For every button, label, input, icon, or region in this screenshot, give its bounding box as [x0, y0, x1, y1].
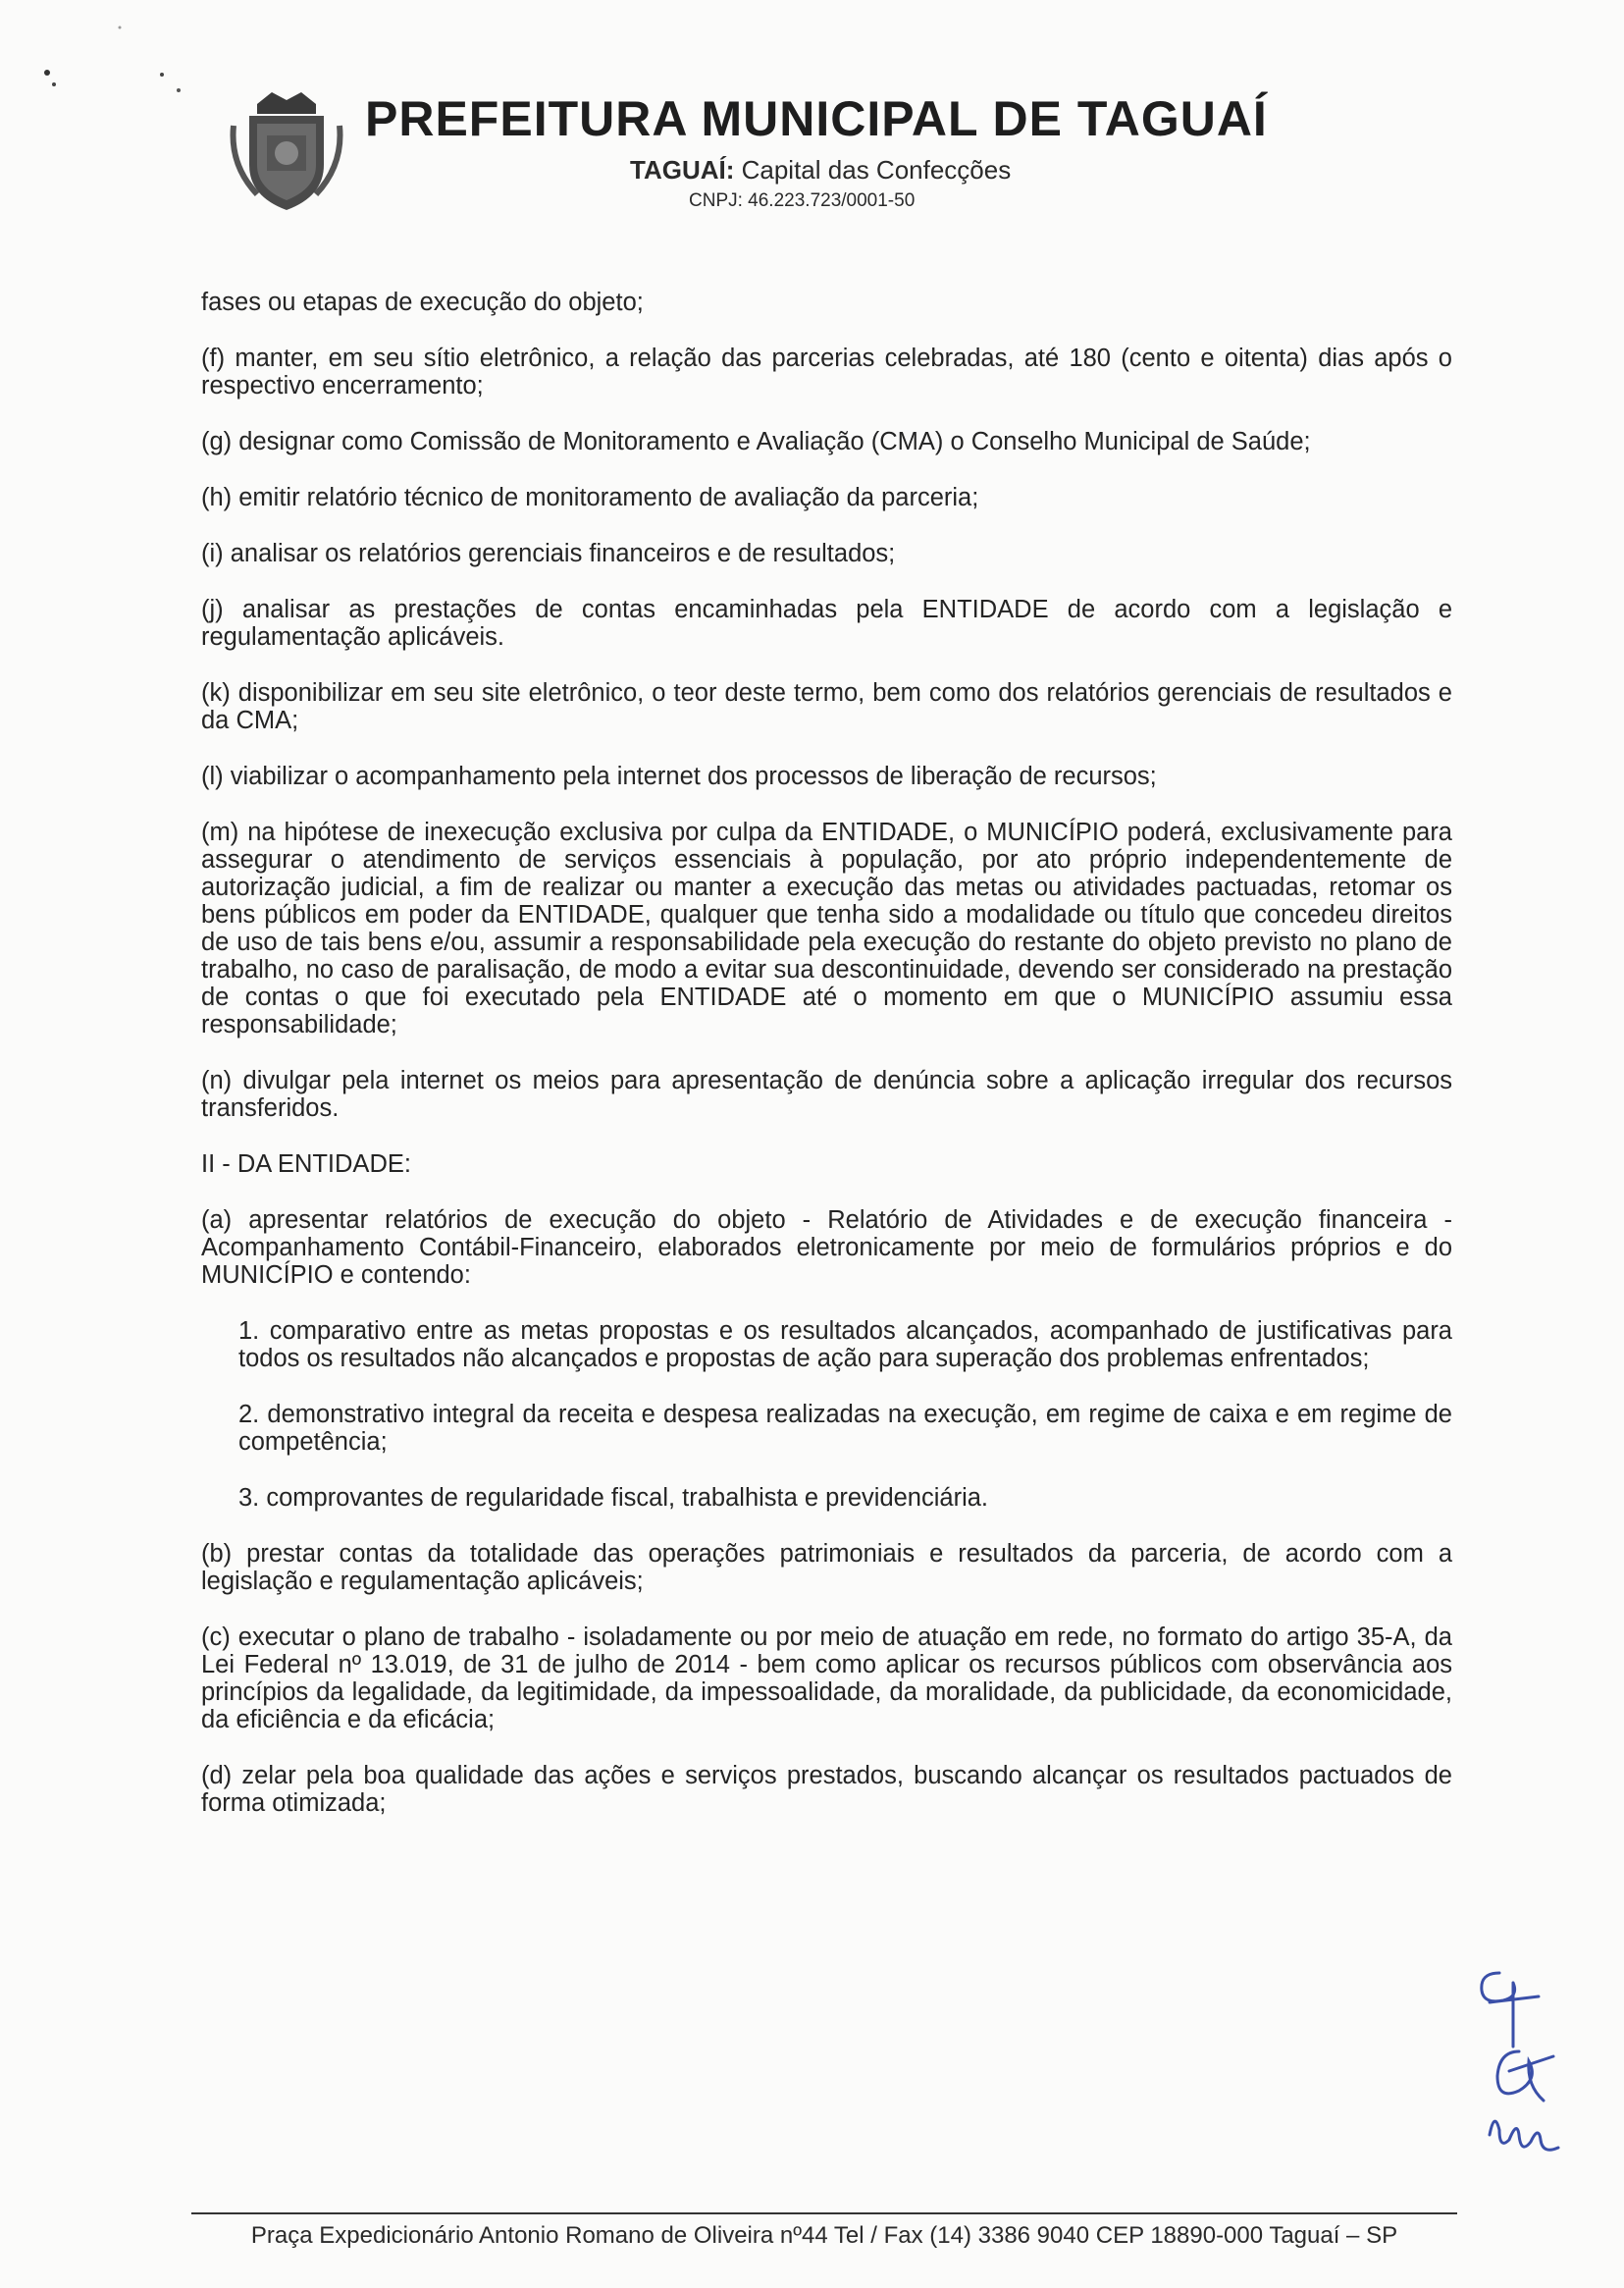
paragraph: (j) analisar as prestações de contas encaminhadas pela ENTIDADE de acordo com a legislação e regulamentação aplicáveis.: [201, 596, 1452, 651]
paragraph: (h) emitir relatório técnico de monitoramento de avaliação da parceria;: [201, 484, 979, 511]
paragraph: fases ou etapas de execução do objeto;: [201, 289, 644, 316]
handwritten-initials-signature: [1470, 1953, 1578, 2179]
paragraph: (d) zelar pela boa qualidade das ações e serviços prestados, buscando alcançar os resultados pactuados de forma otimizada;: [201, 1762, 1452, 1817]
subtitle-city: TAGUAÍ:: [630, 155, 735, 185]
list-item: 2. demonstrativo integral da receita e despesa realizadas na execução, em regime de caixa e em regime de competência;: [238, 1401, 1452, 1456]
municipality-title: PREFEITURA MUNICIPAL DE TAGUAÍ: [365, 91, 1268, 146]
paragraph: (b) prestar contas da totalidade das operações patrimoniais e resultados da parceria, de acordo com a legislação e regulamentação aplicáveis;: [201, 1540, 1452, 1595]
list-item: 3. comprovantes de regularidade fiscal, trabalhista e previdenciária.: [238, 1484, 989, 1512]
paragraph: (l) viabilizar o acompanhamento pela internet dos processos de liberação de recursos;: [201, 763, 1157, 790]
subtitle-slogan: Capital das Confecções: [734, 155, 1012, 185]
cnpj-line: CNPJ: 46.223.723/0001-50: [689, 190, 916, 211]
paragraph: (n) divulgar pela internet os meios para apresentação de denúncia sobre a aplicação irregular dos recursos transferidos.: [201, 1067, 1452, 1122]
footer-address: Praça Expedicionário Antonio Romano de Oliveira nº44 Tel / Fax (14) 3386 9040 CEP 18890-000 Taguaí – SP: [250, 2222, 1398, 2249]
document-body: [201, 289, 1452, 1845]
paragraph: (k) disponibilizar em seu site eletrônico, o teor deste termo, bem como dos relatórios gerenciais de resultados e da CMA;: [201, 679, 1452, 734]
paragraph: (f) manter, em seu sítio eletrônico, a relação das parcerias celebradas, até 180 (cento e oitenta) dias após o respectivo encerramento;: [201, 345, 1452, 399]
section-heading: II - DA ENTIDADE:: [201, 1150, 411, 1178]
paragraph: (m) na hipótese de inexecução exclusiva por culpa da ENTIDADE, o MUNICÍPIO poderá, exclusivamente para assegurar o atendimento de serviços essenciais à população, por ato próprio independentemente de autorização judicial, a fim de realizar ou manter a execução das metas ou atividades pactuadas, retomar os bens públicos em poder da ENTIDADE, qualquer que tenha sido a modalidade ou título que concedeu direitos de uso de tais bens e/ou, assumir a responsabilidade pela execução do restante do objeto previsto no plano de trabalho, no caso de paralisação, de modo a evitar sua descontinuidade, devendo ser considerado na prestação de contas o que foi executado pela ENTIDADE até o momento em que o MUNICÍPIO assumiu essa responsabilidade;: [201, 819, 1452, 1038]
municipality-subtitle: [630, 155, 1011, 186]
list-item: 1. comparativo entre as metas propostas e os resultados alcançados, acompanhado de justificativas para todos os resultados não alcançados e propostas de ação para superação dos problemas enfrentados;: [238, 1317, 1452, 1372]
paragraph: (a) apresentar relatórios de execução do objeto - Relatório de Atividades e de execução financeira - Acompanhamento Contábil-Financeiro, elaborados eletronicamente por meio de formulários próprios e do MUNICÍPIO e contendo:: [201, 1206, 1452, 1289]
footer-divider: [191, 2212, 1457, 2214]
letterhead: [228, 77, 1386, 224]
paragraph: (i) analisar os relatórios gerenciais financeiros e de resultados;: [201, 540, 896, 567]
paragraph: (c) executar o plano de trabalho - isoladamente ou por meio de atuação em rede, no formato do artigo 35-A, da Lei Federal nº 13.019, de 31 de julho de 2014 - bem como aplicar os recursos públicos com observância aos princípios da legalidade, da legitimidade, da impessoalidade, da moralidade, da publicidade, da economicidade, da eficiência e da eficácia;: [201, 1623, 1452, 1733]
paragraph: (g) designar como Comissão de Monitoramento e Avaliação (CMA) o Conselho Municipal de Saúde;: [201, 428, 1311, 455]
coat-of-arms-icon: [228, 86, 345, 214]
